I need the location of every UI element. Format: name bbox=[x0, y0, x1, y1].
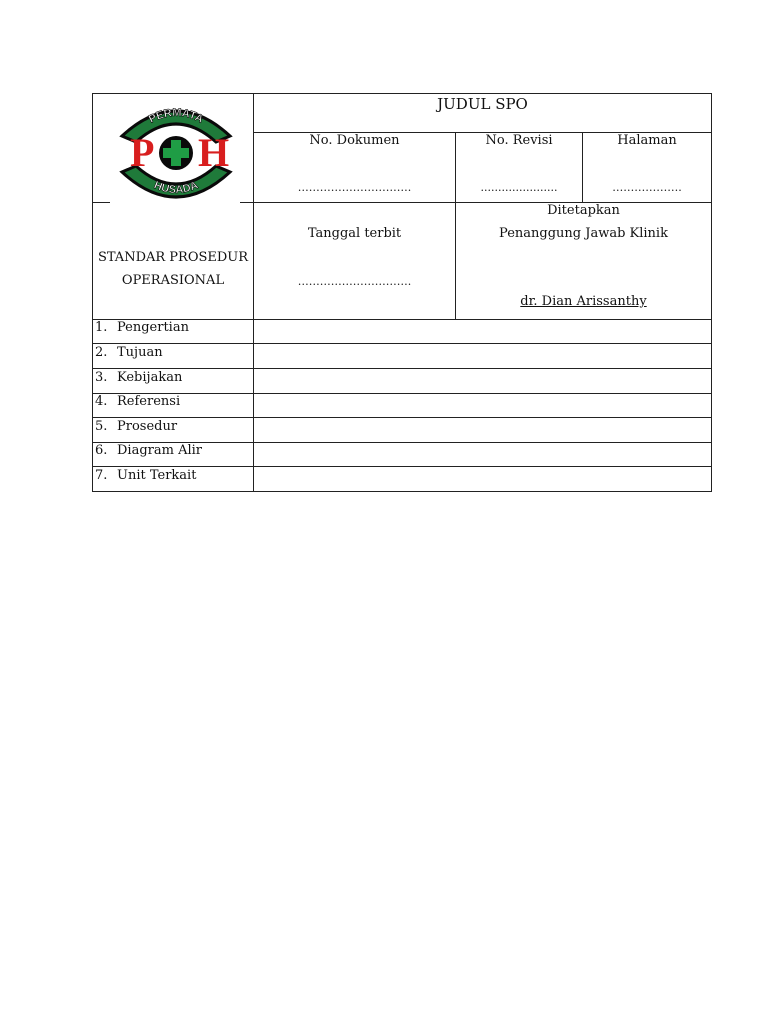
logo-text-bottom: HUSADA bbox=[152, 179, 200, 197]
no-revisi-label: No. Revisi bbox=[485, 133, 553, 148]
section-number: 6. bbox=[95, 443, 108, 458]
section-number: 2. bbox=[95, 345, 108, 360]
tanggal-terbit-value: …………………………. bbox=[297, 275, 412, 288]
halaman-label: Halaman bbox=[617, 133, 677, 148]
section-label: Kebijakan bbox=[117, 370, 183, 385]
halaman-value: ………………. bbox=[612, 181, 682, 194]
document-title: JUDUL SPO bbox=[437, 95, 528, 113]
border-left bbox=[92, 93, 93, 492]
doc-type-line1: STANDAR PROSEDUR bbox=[97, 250, 249, 265]
ditetapkan-label: Ditetapkan bbox=[547, 203, 620, 218]
section-label: Prosedur bbox=[117, 419, 178, 434]
permata-husada-logo bbox=[108, 100, 244, 200]
logo-cross-icon bbox=[159, 136, 193, 170]
row-divider bbox=[92, 343, 712, 344]
section-number: 3. bbox=[95, 370, 108, 385]
section-label: Referensi bbox=[117, 394, 181, 409]
divider-header-left-a bbox=[92, 202, 110, 203]
section-number: 7. bbox=[95, 468, 108, 483]
section-label: Pengertian bbox=[117, 320, 189, 335]
no-revisi-value: ...................... bbox=[480, 181, 558, 194]
border-right bbox=[711, 93, 712, 492]
section-number: 4. bbox=[95, 394, 108, 409]
section-number: 5. bbox=[95, 419, 108, 434]
row-divider bbox=[92, 393, 712, 394]
penanggung-jawab-name: dr. Dian Arissanthy bbox=[520, 294, 647, 309]
penanggung-jawab-label: Penanggung Jawab Klinik bbox=[499, 226, 668, 241]
doc-type-line2: OPERASIONAL bbox=[121, 273, 225, 288]
no-dokumen-value: …………………………. bbox=[297, 181, 412, 194]
tanggal-terbit-label: Tanggal terbit bbox=[307, 226, 402, 241]
section-label: Diagram Alir bbox=[117, 443, 202, 458]
row-divider bbox=[92, 417, 712, 418]
divider-header-left-b bbox=[240, 202, 254, 203]
no-dokumen-label: No. Dokumen bbox=[309, 133, 400, 148]
section-label: Unit Terkait bbox=[117, 468, 197, 483]
row-divider bbox=[92, 466, 712, 467]
logo-letter-p: P bbox=[130, 130, 155, 175]
logo-letter-h: H bbox=[198, 130, 230, 175]
section-number: 1. bbox=[95, 320, 108, 335]
row-divider bbox=[92, 368, 712, 369]
logo-text-top: PERMATA bbox=[146, 106, 206, 126]
border-bottom bbox=[92, 491, 712, 492]
border-top bbox=[92, 93, 712, 94]
divider-left-column bbox=[253, 93, 254, 492]
section-label: Tujuan bbox=[117, 345, 163, 360]
